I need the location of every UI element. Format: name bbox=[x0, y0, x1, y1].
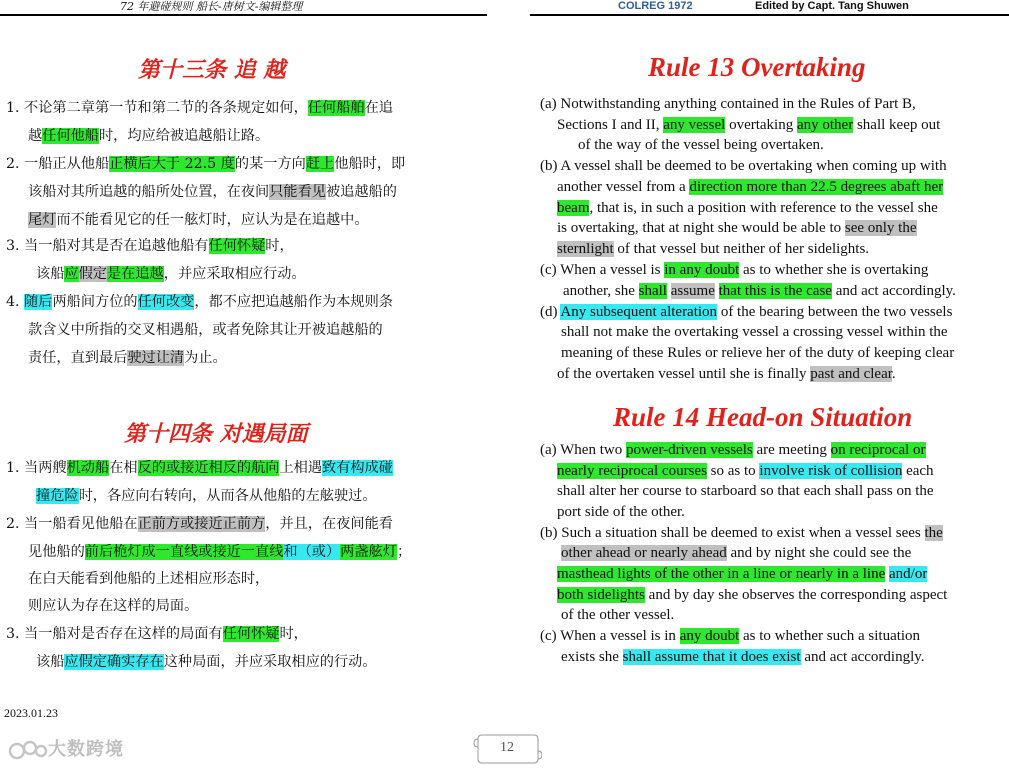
text-line: 2. 一船正从他船正横后大于 22.5 度的某一方向赶上他船时，即 bbox=[6, 156, 406, 172]
text-line: is overtaking, that at night she would be able to see only the bbox=[557, 220, 917, 236]
text-line: 责任，直到最后驶过让清为止。 bbox=[28, 350, 227, 366]
text-line: other ahead or nearly ahead and by night she could see the bbox=[561, 545, 912, 561]
en-rule13-title: Rule 13 Overtaking bbox=[648, 52, 866, 82]
text-line: (c) When a vessel is in any doubt as to whether she is overtaking bbox=[540, 262, 929, 278]
text-line: 在白天能看到他船的上述相应形态时， bbox=[28, 571, 270, 587]
text-line: beam, that is, in such a position with reference to the vessel she bbox=[557, 200, 938, 216]
text-line: of the other vessel. bbox=[561, 607, 675, 623]
text-line: another vessel from a direction more than 22.5 degrees abaft her bbox=[557, 179, 944, 195]
logo-icon bbox=[8, 739, 48, 761]
text-line: (b) Such a situation shall be deemed to exist when a vessel sees the bbox=[540, 525, 943, 541]
text-line: masthead lights of the other in a line or nearly in a line and/or bbox=[557, 566, 928, 582]
header-editor: Edited by Capt. Tang Shuwen bbox=[755, 0, 909, 12]
header-rule-left bbox=[0, 14, 487, 16]
text-line: of the overtaken vessel until she is finally past and clear. bbox=[557, 366, 896, 382]
text-line: nearly reciprocal courses so as to involve risk of collision each bbox=[557, 463, 934, 479]
text-line: 3. 当一船对是否存在这样的局面有任何怀疑时， bbox=[6, 626, 308, 642]
text-line: Sections I and II, any vessel overtaking any other shall keep out bbox=[557, 117, 941, 133]
text-line: 该船应假定确实存在这种局面，并应采取相应的行动。 bbox=[36, 654, 377, 670]
text-line: (a) Notwithstanding anything contained in the Rules of Part B, bbox=[540, 96, 916, 112]
text-line: shall not make the overtaking vessel a crossing vessel within the bbox=[561, 324, 948, 340]
page-number: 12 bbox=[500, 740, 514, 755]
text-line: 1. 不论第二章第一节和第二节的各条规定如何，任何船舶在追 bbox=[6, 100, 393, 116]
watermark-logo: 大数跨境 bbox=[8, 735, 124, 761]
cn-rule13-title: 第十三条 追 越 bbox=[138, 57, 286, 83]
text-line: meaning of these Rules or relieve her of the duty of keeping clear bbox=[561, 345, 955, 361]
text-line: 见他船的前后桅灯成一直线或接近一直线和（或）两盏舷灯； bbox=[28, 544, 412, 560]
text-line: 2. 当一船看见他船在正前方或接近正前方，并且，在夜间能看 bbox=[6, 516, 393, 532]
text-line: exists she shall assume that it does exist and act accordingly. bbox=[561, 649, 925, 665]
text-line: 该船对其所追越的船所处位置，在夜间只能看见被追越船的 bbox=[28, 184, 397, 200]
text-line: sternlight of that vessel but neither of her sidelights. bbox=[557, 241, 870, 257]
text-line: port side of the other. bbox=[557, 504, 685, 520]
text-line: 则应认为存在这样的局面。 bbox=[28, 598, 199, 614]
text-line: another, she shall assume that this is the case and act accordingly. bbox=[563, 283, 956, 299]
page-number-scroll bbox=[472, 733, 542, 765]
header-colreg: COLREG 1972 bbox=[618, 0, 693, 12]
text-line: 撞危险时，各应向右转向，从而各从他船的左舷驶过。 bbox=[36, 488, 377, 504]
text-line: both sidelights and by day she observes the corresponding aspect bbox=[557, 587, 948, 603]
text-line: of the way of the vessel being overtaken. bbox=[578, 137, 824, 153]
cn-rule14-title: 第十四条 对遇局面 bbox=[124, 421, 308, 447]
text-line: (c) When a vessel is in any doubt as to whether such a situation bbox=[540, 628, 921, 644]
text-line: (b) A vessel shall be deemed to be overtaking when coming up with bbox=[540, 158, 947, 174]
text-line: 该船应假定是在追越，并应采取相应行动。 bbox=[36, 266, 306, 282]
en-rule14-title: Rule 14 Head-on Situation bbox=[613, 402, 913, 432]
text-line: shall alter her course to starboard so that each shall pass on the bbox=[557, 483, 934, 499]
text-line: 4. 随后两船间方位的任何改变，都不应把追越船作为本规则条 bbox=[6, 294, 393, 310]
text-line: 款含义中所指的交叉相遇船，或者免除其让开被追越船的 bbox=[28, 322, 383, 338]
text-line: 尾灯而不能看见它的任一舷灯时，应认为是在追越中。 bbox=[28, 212, 369, 228]
text-line: (a) When two power-driven vessels are meeting on reciprocal or bbox=[540, 442, 926, 458]
header-left-title: 72 年避碰规则 船长-唐树文-编辑整理 bbox=[120, 0, 303, 13]
text-line: 3. 当一船对其是否在追越他船有任何怀疑时， bbox=[6, 238, 294, 254]
text-line: 越任何他船时，均应给被追越船让路。 bbox=[28, 128, 270, 144]
footer-date: 2023.01.23 bbox=[4, 706, 58, 720]
header-rule-right bbox=[530, 14, 1009, 16]
text-line: (d) Any subsequent alteration of the bearing between the two vessels bbox=[540, 304, 953, 320]
text-line: 1. 当两艘机动船在相反的或接近相反的航向上相遇致有构成碰 bbox=[6, 460, 393, 476]
